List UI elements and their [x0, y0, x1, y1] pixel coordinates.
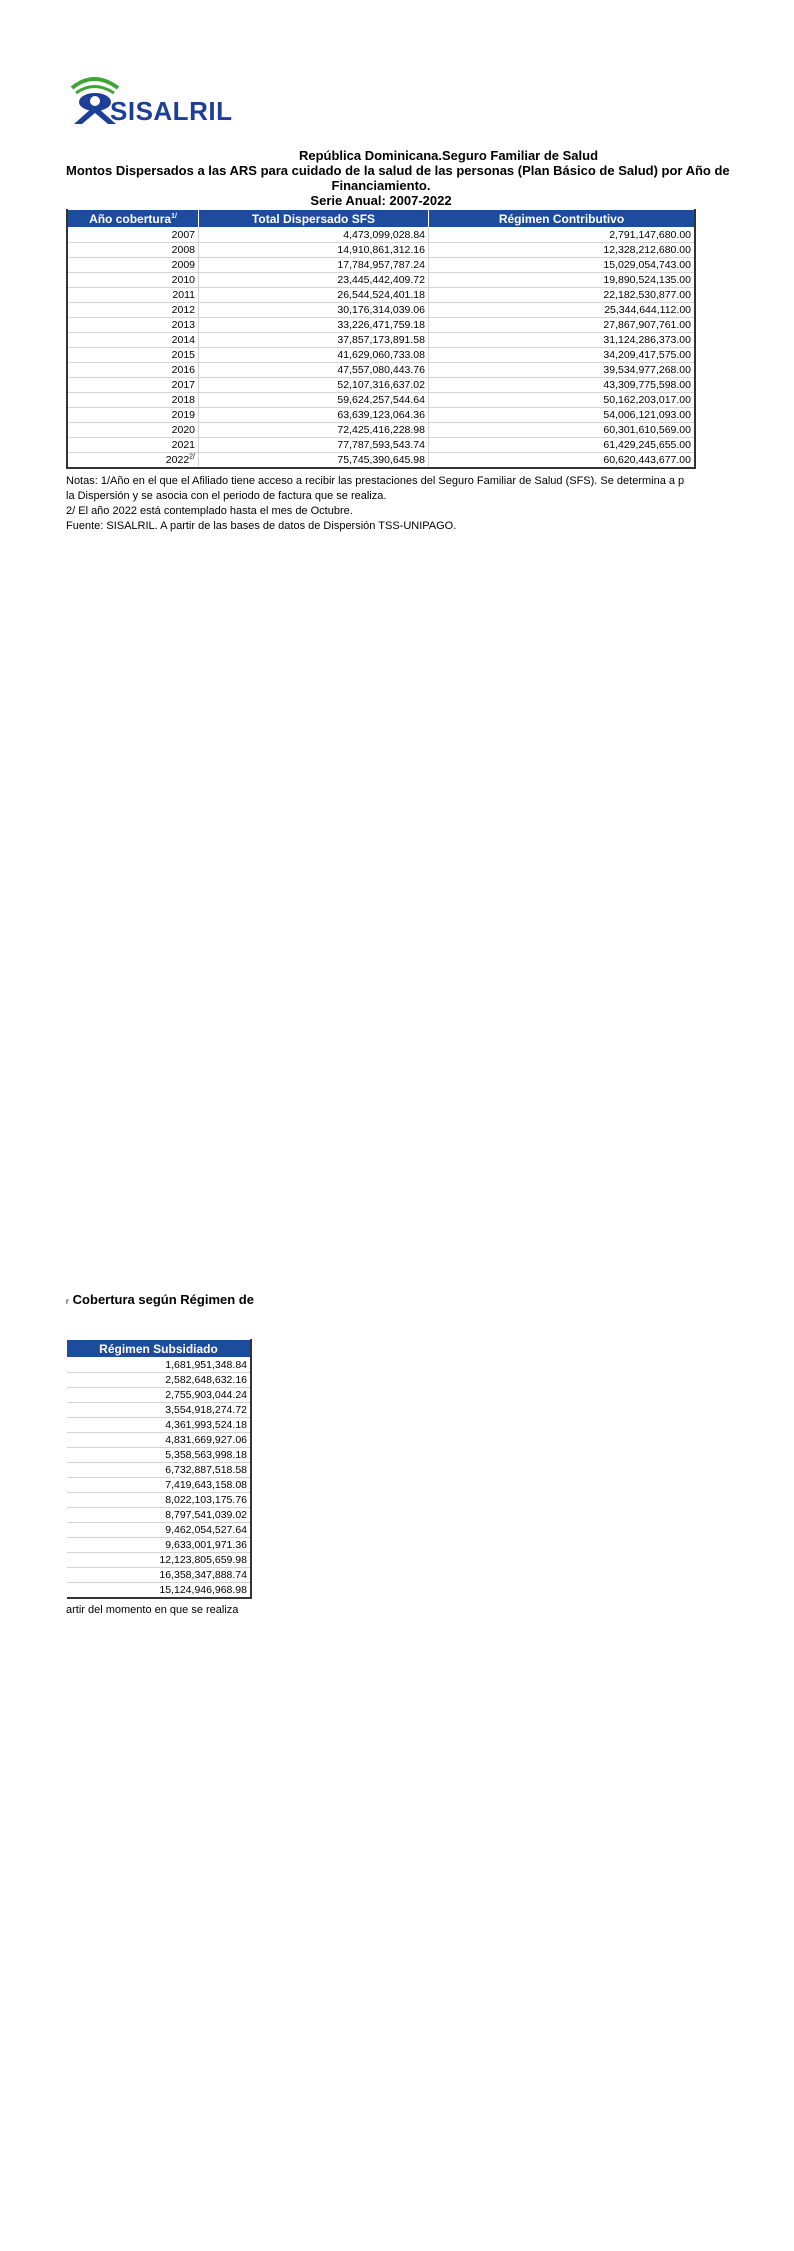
table-row [67, 1418, 252, 1433]
header-total: Total Dispersado SFS [199, 210, 429, 228]
cell-year: 2014 [67, 333, 199, 348]
table-row [67, 1538, 252, 1553]
cell-contributivo: 2,791,147,680.00 [429, 228, 696, 243]
table-row [67, 1493, 252, 1508]
table-row [67, 348, 695, 363]
cell-year: 2013 [67, 318, 199, 333]
cell-total: 30,176,314,039.06 [199, 303, 429, 318]
cell-contributivo: 27,867,907,761.00 [429, 318, 696, 333]
cell-year: 2011 [67, 288, 199, 303]
table-row [67, 378, 695, 393]
table-row [67, 228, 695, 243]
table-row [67, 1553, 252, 1568]
table-row [67, 243, 695, 258]
cell-subsidiado: 2,582,648,632.16 [67, 1373, 252, 1388]
table-row [67, 1448, 252, 1463]
cell-contributivo: 34,209,417,575.00 [429, 348, 696, 363]
table-row [67, 1583, 252, 1599]
cell-contributivo: 12,328,212,680.00 [429, 243, 696, 258]
logo-text: SISALRIL [110, 96, 233, 126]
cell-subsidiado: 6,732,887,518.58 [67, 1463, 252, 1478]
table-row [67, 303, 695, 318]
cell-total: 52,107,316,637.02 [199, 378, 429, 393]
cell-subsidiado: 16,358,347,888.74 [67, 1568, 252, 1583]
cell-total: 75,745,390,645.98 [199, 453, 429, 469]
cell-contributivo: 22,182,530,877.00 [429, 288, 696, 303]
cell-total: 72,425,416,228.98 [199, 423, 429, 438]
note-2: 2/ El año 2022 está contemplado hasta el mes de Octubre. [66, 505, 353, 517]
cell-contributivo: 61,429,245,655.00 [429, 438, 696, 453]
table-row [67, 393, 695, 408]
dispersion-table [66, 209, 696, 469]
cell-subsidiado: 3,554,918,274.72 [67, 1403, 252, 1418]
table-row [67, 1478, 252, 1493]
table-row [67, 453, 695, 469]
title-line-2: Montos Dispersados a las ARS para cuidado de la salud de las personas (Plan Básico de Salud) por Año de [66, 163, 730, 178]
cell-total: 77,787,593,543.74 [199, 438, 429, 453]
cell-subsidiado: 9,633,001,971.36 [67, 1538, 252, 1553]
cell-total: 17,784,957,787.24 [199, 258, 429, 273]
title-line-1: República Dominicana.Seguro Familiar de Salud [298, 148, 599, 163]
cell-subsidiado: 5,358,563,998.18 [67, 1448, 252, 1463]
cell-total: 14,910,861,312.16 [199, 243, 429, 258]
cell-subsidiado: 9,462,054,527.64 [67, 1523, 252, 1538]
overflow-heading-text: Cobertura según Régimen de [72, 1292, 254, 1307]
cell-subsidiado: 12,123,805,659.98 [67, 1553, 252, 1568]
cell-year: 2012 [67, 303, 199, 318]
cell-subsidiado: 8,022,103,175.76 [67, 1493, 252, 1508]
sisalril-logo [66, 72, 242, 132]
cell-contributivo: 39,534,977,268.00 [429, 363, 696, 378]
title-line-3: Financiamiento. [331, 178, 431, 193]
table-row [67, 1433, 252, 1448]
cell-contributivo: 19,890,524,135.00 [429, 273, 696, 288]
cell-contributivo: 15,029,054,743.00 [429, 258, 696, 273]
title-line-4: Serie Anual: 2007-2022 [310, 193, 452, 208]
table-row [67, 423, 695, 438]
cell-year: $2022^{2/}$ [67, 453, 199, 469]
cell-subsidiado: 15,124,946,968.98 [67, 1583, 252, 1599]
table-row [67, 1508, 252, 1523]
cell-total: 4,473,099,028.84 [199, 228, 429, 243]
table-row [67, 1388, 252, 1403]
cell-total: 26,544,524,401.18 [199, 288, 429, 303]
notes-block [66, 474, 706, 534]
cell-total: 63,639,123,064.36 [199, 408, 429, 423]
cell-contributivo: 60,620,443,677.00 [429, 453, 696, 469]
cell-total: 33,226,471,759.18 [199, 318, 429, 333]
note-1: Notas: 1/Año en el que el Afiliado tiene acceso a recibir las prestaciones del Seguro Familiar de Salud (SFS). Se determina a p [66, 475, 685, 487]
note-1-continued: la Dispersión y se asocia con el periodo de factura que se realiza. [66, 490, 387, 502]
cell-year: 2008 [67, 243, 199, 258]
overflow-note: artir del momento en que se realiza [66, 1604, 239, 1616]
report-title [66, 148, 730, 208]
cell-total: 23,445,442,409.72 [199, 273, 429, 288]
cell-subsidiado: 7,419,643,158.08 [67, 1478, 252, 1493]
cell-contributivo: 25,344,644,112.00 [429, 303, 696, 318]
cell-contributivo: 54,006,121,093.00 [429, 408, 696, 423]
header-contributivo: Régimen Contributivo [429, 210, 696, 228]
cell-year: 2020 [67, 423, 199, 438]
source-note: Fuente: SISALRIL. A partir de las bases de datos de Dispersión TSS-UNIPAGO. [66, 520, 457, 532]
cell-year: 2016 [67, 363, 199, 378]
cell-subsidiado: 4,361,993,524.18 [67, 1418, 252, 1433]
cell-subsidiado: 4,831,669,927.06 [67, 1433, 252, 1448]
cell-contributivo: 31,124,286,373.00 [429, 333, 696, 348]
cell-year: 2015 [67, 348, 199, 363]
table-row [67, 288, 695, 303]
cell-year: 2019 [67, 408, 199, 423]
overflow-heading [66, 1292, 254, 1307]
cell-year: 2010 [67, 273, 199, 288]
cell-year: 2021 [67, 438, 199, 453]
header-subsidiado: Régimen Subsidiado [67, 1340, 252, 1358]
cell-total: 47,557,080,443.76 [199, 363, 429, 378]
table-row [67, 1463, 252, 1478]
header-year: Año cobertura$^{1/}$ [67, 210, 199, 228]
cell-total: 37,857,173,891.58 [199, 333, 429, 348]
cell-year: 2009 [67, 258, 199, 273]
cell-subsidiado: 1,681,951,348.84 [67, 1358, 252, 1373]
table-row [67, 1373, 252, 1388]
cell-total: 41,629,060,733.08 [199, 348, 429, 363]
table-row [67, 408, 695, 423]
table-row [67, 1358, 252, 1373]
cell-year: 2018 [67, 393, 199, 408]
cell-year: 2017 [67, 378, 199, 393]
table-row [67, 258, 695, 273]
cell-subsidiado: 2,755,903,044.24 [67, 1388, 252, 1403]
cell-year: 2007 [67, 228, 199, 243]
table-row [67, 1523, 252, 1538]
table-row [67, 438, 695, 453]
subsidiado-table [66, 1339, 252, 1599]
table-row [67, 318, 695, 333]
overflow-heading-lead: r [66, 1297, 69, 1306]
table-row [67, 1403, 252, 1418]
table-row [67, 363, 695, 378]
table-row [67, 333, 695, 348]
cell-contributivo: 50,162,203,017.00 [429, 393, 696, 408]
table-row [67, 1568, 252, 1583]
cell-subsidiado: 8,797,541,039.02 [67, 1508, 252, 1523]
cell-total: 59,624,257,544.64 [199, 393, 429, 408]
cell-contributivo: 60,301,610,569.00 [429, 423, 696, 438]
table-row [67, 273, 695, 288]
cell-contributivo: 43,309,775,598.00 [429, 378, 696, 393]
